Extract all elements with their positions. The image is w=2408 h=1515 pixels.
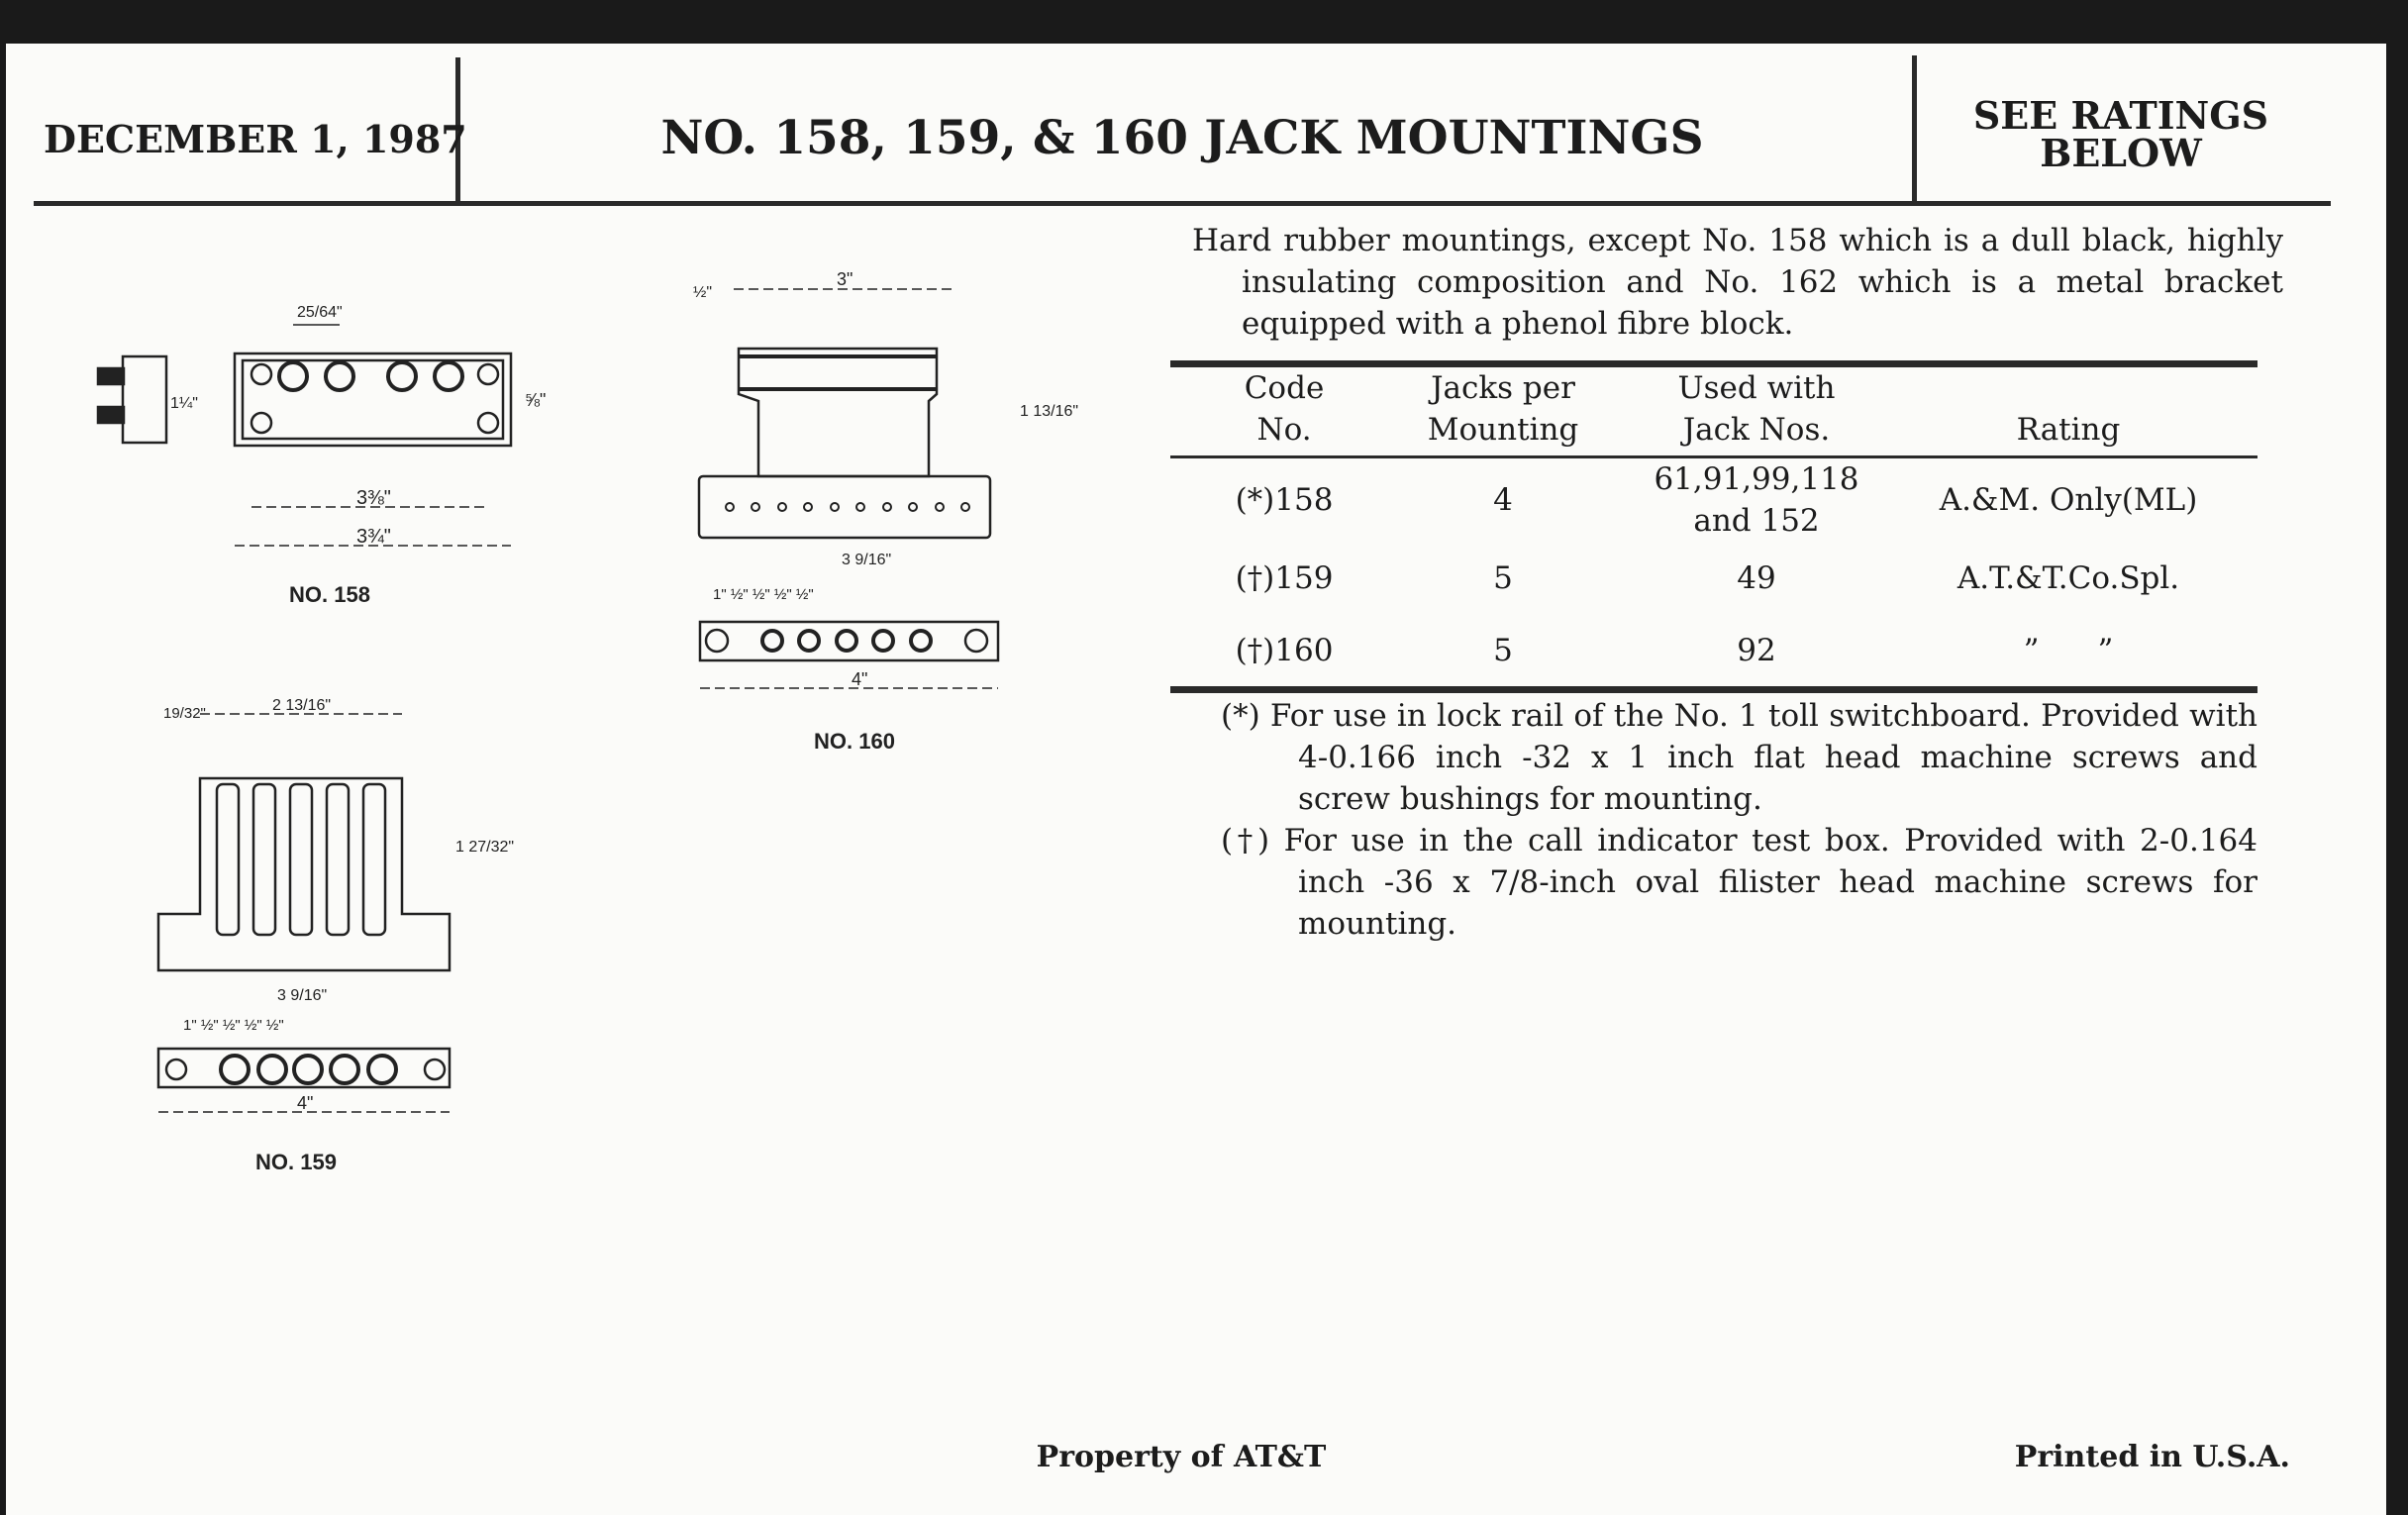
cell-jacks: 5 — [1493, 560, 1513, 596]
dimension-label: 4" — [852, 669, 868, 689]
prong — [98, 407, 124, 423]
dimension-label: 3¾" — [356, 526, 391, 548]
dimension-label: 3⅜" — [356, 487, 391, 509]
jack-hole — [279, 362, 307, 390]
screw-icon — [251, 413, 271, 433]
drawing-no-160 — [693, 269, 1078, 754]
mounting-top — [739, 349, 937, 476]
ratings-note-line1: SEE RATINGS — [1972, 93, 2269, 138]
jack-hole — [388, 362, 416, 390]
screw-icon — [706, 630, 728, 652]
screw-icon — [478, 413, 498, 433]
column-header-rating: Rating — [2016, 412, 2121, 448]
ratings-note — [1972, 93, 2269, 175]
mounting-bottom-view — [700, 622, 998, 660]
jack-slots — [217, 784, 385, 935]
dimension-label: 3 9/16" — [277, 987, 328, 1004]
prong — [98, 368, 124, 384]
drawing-label: NO. 158 — [289, 582, 370, 607]
footnote-dagger: (†) For use in the call indicator test box. Provided with 2-0.164 inch -36 x 7/8-inch oval filister head machine screws for mounting. — [1221, 823, 2258, 942]
cell-rating: ” ” — [2023, 633, 2114, 668]
dimension-label: 1 27/32" — [455, 839, 515, 856]
column-header-used-with: Used with Jack Nos. — [1677, 370, 1836, 448]
dimension-label: 3" — [837, 269, 853, 289]
end-block — [123, 356, 166, 443]
mounting-body — [235, 354, 511, 446]
jack-hole — [326, 362, 353, 390]
description-paragraph: Hard rubber mountings, except No. 158 which is a dull black, highly insulating composition and No. 162 which is a metal bracket equipped with a phenol fibre block. — [1192, 223, 2283, 342]
ratings-note-line2: BELOW — [2040, 131, 2202, 175]
dimension-label: ½" — [693, 284, 713, 301]
dimension-label: 1 13/16" — [1020, 403, 1079, 420]
drawing-label: NO. 160 — [814, 729, 895, 754]
dimension-label: 1" ½" ½" ½" ½" — [713, 586, 814, 603]
screw-icon — [425, 1060, 445, 1079]
table-bottom-rule — [1170, 686, 2258, 693]
footnote-asterisk: (*) For use in lock rail of the No. 1 toll switchboard. Provided with 4-0.166 inch -32 x 1 inch flat head machine screws and screw bushings for mounting. — [1221, 698, 2258, 817]
table-top-rule — [1170, 360, 2258, 367]
mounting-front — [158, 778, 450, 970]
drawing-no-159 — [158, 697, 514, 1174]
mounting-base — [699, 476, 990, 538]
technical-drawings — [0, 0, 1168, 1238]
dimension-label: 3 9/16" — [842, 552, 892, 568]
drawing-no-158 — [98, 304, 546, 607]
dimension-label: 25/64" — [297, 304, 343, 321]
hole-row — [726, 503, 969, 511]
dimension-label: 4" — [297, 1093, 314, 1113]
cell-rating: A.&M. Only(ML) — [1939, 482, 2198, 518]
jack-holes — [221, 1056, 396, 1083]
footer-printed: Printed in U.S.A. — [2014, 1440, 2290, 1474]
jack-hole — [435, 362, 462, 390]
cell-used-with: 92 — [1737, 633, 1776, 668]
cell-code: (†)160 — [1235, 633, 1334, 668]
dimension-label: 1" ½" ½" ½" ½" — [183, 1017, 284, 1034]
column-header-jacks: Jacks per Mounting — [1427, 370, 1579, 448]
screw-icon — [166, 1060, 186, 1079]
cell-code: (*)158 — [1235, 482, 1334, 518]
dimension-label: 19/32" — [163, 705, 206, 722]
dimension-label: 1¼" — [170, 395, 198, 412]
column-header-code: Code No. — [1244, 370, 1325, 448]
drawing-label: NO. 159 — [255, 1150, 337, 1174]
dimension-label: ⅝" — [525, 390, 547, 410]
cell-rating: A.T.&T.Co.Spl. — [1956, 560, 2180, 596]
dimension-label: 2 13/16" — [272, 697, 332, 714]
cell-jacks: 4 — [1493, 482, 1513, 518]
screw-icon — [478, 364, 498, 384]
screw-icon — [965, 630, 987, 652]
cell-jacks: 5 — [1493, 633, 1513, 668]
jack-holes — [762, 631, 931, 651]
footer-property: Property of AT&T — [1036, 1440, 1327, 1474]
document-date: DECEMBER 1, 1987 — [44, 117, 467, 161]
header-divider — [1912, 55, 1917, 202]
cell-code: (†)159 — [1235, 560, 1334, 596]
cell-used-with: 49 — [1737, 560, 1776, 596]
screw-icon — [251, 364, 271, 384]
cell-used-with: 61,91,99,118 and 152 — [1654, 461, 1859, 539]
page-title: NO. 158, 159, & 160 JACK MOUNTINGS — [660, 111, 1704, 165]
